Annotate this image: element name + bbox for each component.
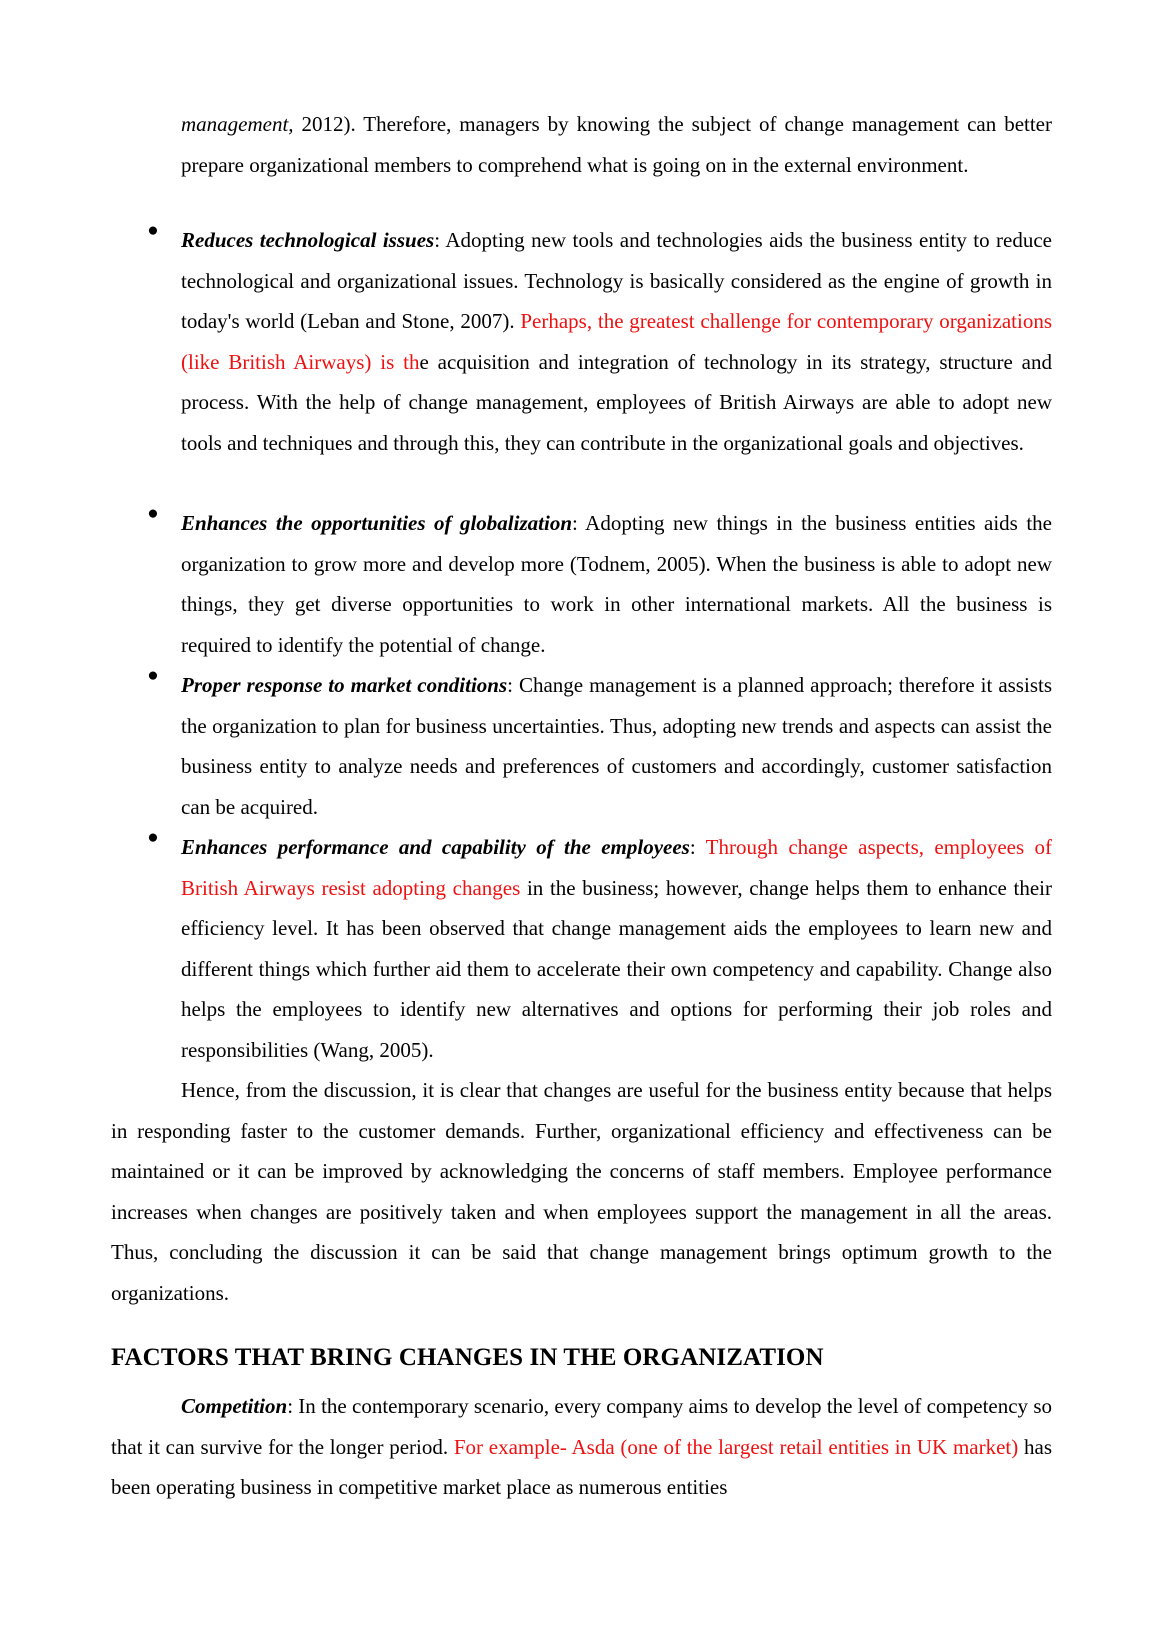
bullet-highlight: Through change aspects, employees of British Airways resist adopting changes	[181, 835, 1052, 900]
bullet-text	[181, 665, 1052, 827]
bullet-colon: :	[507, 673, 513, 697]
bullet-text	[181, 827, 1052, 1070]
bullet-title: Enhances the opportunities of globalization	[181, 511, 572, 535]
bullet-colon: :	[572, 511, 578, 535]
bullet-dot-icon: ●	[147, 827, 159, 848]
bullet-dot-icon: ●	[147, 220, 159, 241]
bullet-item-market-conditions	[147, 665, 1052, 827]
bullet-title: Reduces technological issues	[181, 228, 435, 252]
competition-paragraph	[111, 1386, 1052, 1508]
bullet-body-continued: in the business; however, change helps them to enhance their efficiency level. It has been observed that change management aids the employees to learn new and different things which further aid them to accelerate their own competency and capability. Change also helps the employees to identify new alternatives and options for performing their job roles and responsibilities (Wang, 2005).	[181, 875, 1052, 1062]
bullet-item-employee-performance	[147, 827, 1052, 1070]
bullet-body: Adopting new tools and technologies aids the business entity to reduce technological and organizational issues. Technology is basically considered as the engine of growth in today's world (Leban and Stone, 2007).	[181, 228, 1052, 333]
bullet-body: Change management is a planned approach; therefore it assists the organization to plan for business uncertainties. Thus, adopting new trends and aspects can assist the business entity to analyze needs and preferences of customers and accordingly, customer satisfaction can be acquired.	[181, 673, 1052, 819]
bullet-body	[696, 835, 706, 859]
competition-body: In the contemporary scenario, every company aims to develop the level of competency so that it can survive for the longer period.	[111, 1394, 1052, 1459]
bullet-text	[181, 503, 1052, 665]
continuation-paragraph	[181, 104, 1052, 185]
bullet-highlight: Perhaps, the greatest challenge for contemporary organizations (like British Airways) is th	[181, 309, 1052, 374]
bullet-title: Enhances performance and capability of the employees	[181, 835, 690, 859]
bullet-body: Adopting new things in the business entities aids the organization to grow more and develop more (Todnem, 2005). When the business is able to adopt new things, they get diverse opportunities to work in other international markets. All the business is required to identify the potential of change.	[181, 511, 1052, 657]
continuation-text: 2012). Therefore, managers by knowing the subject of change management can better prepare organizational members to comprehend what is going on in the external environment.	[181, 112, 1052, 177]
bullet-item-globalization	[147, 503, 1052, 665]
bullet-title: Proper response to market conditions	[181, 673, 508, 697]
bullet-body-continued: e acquisition and integration of technology in its strategy, structure and process. With the help of change management, employees of British Airways are able to adopt new tools and techniques and through this, they can contribute in the organizational goals and objectives.	[181, 349, 1052, 455]
conclusion-text: Hence, from the discussion, it is clear that changes are useful for the business entity because that helps in responding faster to the customer demands. Further, organizational efficiency and effectiveness can be maintained or it can be improved by acknowledging the concerns of staff members. Employee performance increases when changes are positively taken and when employees support the management in all the areas. Thus, concluding the discussion it can be said that change management brings optimum growth to the organizations.	[111, 1078, 1052, 1305]
bullet-colon: :	[434, 228, 441, 252]
bullet-colon: :	[689, 835, 696, 859]
competition-body-continued: has been operating business in competitive market place as numerous entities	[111, 1434, 1052, 1499]
continuation-italic-lead: management,	[181, 112, 294, 136]
bullet-dot-icon: ●	[147, 665, 159, 686]
competition-title: Competition	[181, 1394, 288, 1418]
competition-colon: :	[287, 1394, 294, 1418]
bullet-text	[181, 220, 1052, 463]
section-heading: FACTORS THAT BRING CHANGES IN THE ORGANIZATION	[111, 1344, 824, 1371]
bullet-dot-icon: ●	[147, 503, 159, 524]
conclusion-paragraph	[111, 1070, 1052, 1313]
bullet-item-technological-issues	[147, 220, 1052, 463]
competition-highlight: For example- Asda (one of the largest retail entities in UK market)	[453, 1434, 1019, 1459]
